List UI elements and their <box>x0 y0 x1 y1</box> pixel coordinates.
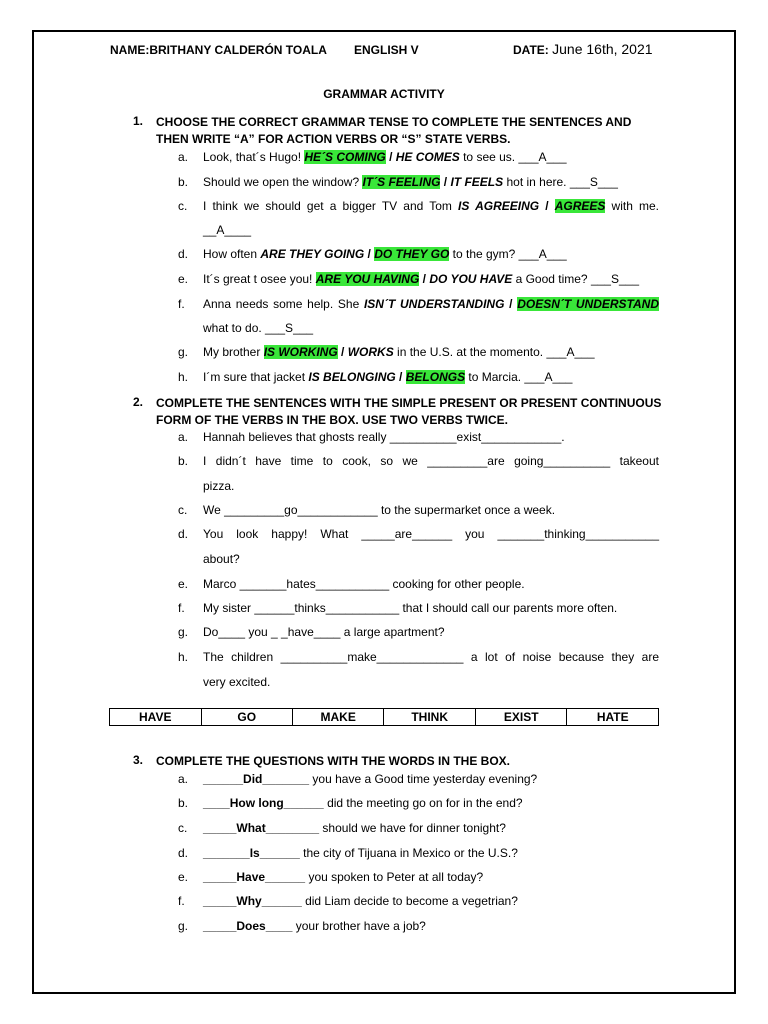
question-text: you spoken to Peter at all today? <box>305 870 484 884</box>
sentence-line: The children __________make_____________ a lot of noise because they are <box>203 650 659 664</box>
section1-number: 1. <box>133 114 144 128</box>
sentence-text: It´s great t osee you! <box>203 272 316 286</box>
sentence-continuation: what to do. ___S___ <box>203 321 314 335</box>
option-separator: / <box>419 272 430 286</box>
sentence-text: Should we open the window? <box>203 175 363 189</box>
sentence-text: with me. <box>605 199 660 213</box>
date-line <box>513 41 653 57</box>
option-separator: / <box>364 247 375 261</box>
section3-number: 3. <box>133 753 144 767</box>
section2-number: 2. <box>133 395 144 409</box>
option-one: IT´S FEELING <box>362 175 441 189</box>
verb-cell: HATE <box>567 709 659 726</box>
sentence-line <box>203 150 567 164</box>
sentence-line <box>203 175 618 189</box>
item-letter: h. <box>178 370 189 384</box>
option-one: ARE THEY GOING <box>260 247 365 261</box>
option-one: IS BELONGING <box>308 370 396 384</box>
answer-blank: _____Why______ <box>203 894 302 908</box>
sentence-text: to see us. ___A___ <box>459 150 567 164</box>
option-one: HE´S COMING <box>304 150 386 164</box>
answer-blank: _______Is______ <box>203 846 300 860</box>
item-letter: e. <box>178 870 189 884</box>
question-text: did Liam decide to become a vegetrian? <box>301 894 518 908</box>
item-letter: a. <box>178 150 189 164</box>
verb-cell: THINK <box>384 709 476 726</box>
page-title: GRAMMAR ACTIVITY <box>323 87 445 101</box>
option-two: DO YOU HAVE <box>429 272 513 286</box>
sentence-text: to Marcia. ___A___ <box>465 370 573 384</box>
question-text: should we have for dinner tonight? <box>319 821 506 835</box>
item-letter: d. <box>178 846 189 860</box>
option-separator: / <box>395 370 406 384</box>
item-letter: b. <box>178 796 189 810</box>
item-letter: d. <box>178 247 189 261</box>
answer-blank: ______Did_______ <box>203 772 310 786</box>
verb-cell: MAKE <box>292 709 384 726</box>
item-letter: c. <box>178 503 188 517</box>
question-line <box>203 772 537 786</box>
sentence-text: My brother <box>203 345 264 359</box>
item-letter: g. <box>178 625 189 639</box>
question-text: the city of Tijuana in Mexico or the U.S.? <box>299 846 518 860</box>
question-text: you have a Good time yesterday evening? <box>309 772 538 786</box>
sentence-line: We _________go____________ to the supermarket once a week. <box>203 503 556 517</box>
option-separator: / <box>385 150 396 164</box>
option-two: IT FEELS <box>450 175 504 189</box>
item-letter: e. <box>178 272 189 286</box>
option-separator: / <box>440 175 451 189</box>
item-letter: b. <box>178 454 189 468</box>
sentence-line: My sister ______thinks___________ that I should call our parents more often. <box>203 601 618 615</box>
option-two: WORKS <box>347 345 394 359</box>
item-letter: c. <box>178 821 188 835</box>
option-one: ISN´T UNDERSTANDING <box>363 297 505 311</box>
answer-blank: _____Does____ <box>203 919 293 933</box>
question-line <box>203 919 426 933</box>
item-letter: e. <box>178 577 189 591</box>
question-line <box>203 821 506 835</box>
item-letter: c. <box>178 199 188 213</box>
sentence-text: I think we should get a bigger TV and Tom <box>203 199 459 213</box>
sentence-text: How often <box>203 247 261 261</box>
question-text: your brother have a job? <box>292 919 426 933</box>
item-letter: f. <box>178 297 185 311</box>
section3-instruction: COMPLETE THE QUESTIONS WITH THE WORDS IN THE BOX. <box>156 754 511 768</box>
section1-instruction: CHOOSE THE CORRECT GRAMMAR TENSE TO COMPLETE THE SENTENCES AND THEN WRITE “A” FOR ACTION VERBS OR “S” STATE VERBS. <box>156 115 632 146</box>
option-one: ARE YOU HAVING <box>315 272 420 286</box>
sentence-text: hot in here. ___S___ <box>503 175 618 189</box>
option-two: BELONGS <box>405 370 466 384</box>
section2-instruction: COMPLETE THE SENTENCES WITH THE SIMPLE PRESENT OR PRESENT CONTINUOUS FORM OF THE VERBS IN THE BOX. USE TWO VERBS TWICE. <box>156 396 662 427</box>
item-letter: f. <box>178 601 185 615</box>
question-line <box>203 796 523 810</box>
student-name: NAME:BRITHANY CALDERÓN TOALA <box>110 43 327 57</box>
sentence-continuation: about? <box>203 552 240 566</box>
sentence-text: a Good time? ___S___ <box>512 272 639 286</box>
item-letter: h. <box>178 650 189 664</box>
sentence-line: Hannah believes that ghosts really __________exist____________. <box>203 430 565 444</box>
answer-blank: ____How long______ <box>203 796 324 810</box>
item-letter: b. <box>178 175 189 189</box>
option-two: DO THEY GO <box>374 247 450 261</box>
sentence-line: Do____ you _ _have____ a large apartment? <box>203 625 445 639</box>
date-value: June 16th, 2021 <box>552 41 653 57</box>
option-two: HE COMES <box>395 150 460 164</box>
sentence-continuation: very excited. <box>203 675 271 689</box>
verb-cell: HAVE <box>110 709 202 726</box>
verb-cell: GO <box>201 709 292 726</box>
sentence-line <box>203 297 659 311</box>
item-letter: f. <box>178 894 185 908</box>
sentence-text: Anna needs some help. She <box>203 297 364 311</box>
item-letter: a. <box>178 772 189 786</box>
question-line <box>203 846 518 860</box>
sentence-line: I didn´t have time to cook, so we _________are going__________ takeout <box>203 454 659 468</box>
option-one: IS WORKING <box>263 345 338 359</box>
answer-blank: _____Have______ <box>203 870 306 884</box>
sentence-continuation: __A____ <box>203 223 252 237</box>
item-letter: g. <box>178 345 189 359</box>
sentence-line <box>203 247 567 261</box>
sentence-text: Look, that´s Hugo! <box>203 150 305 164</box>
option-separator: / <box>504 297 518 311</box>
question-line <box>203 870 483 884</box>
sentence-line: Marco _______hates___________ cooking for other people. <box>203 577 525 591</box>
item-letter: g. <box>178 919 189 933</box>
item-letter: d. <box>178 527 189 541</box>
option-two: DOESN´T UNDERSTAND <box>517 297 659 311</box>
sentence-continuation: pizza. <box>203 479 235 493</box>
sentence-line <box>203 370 572 384</box>
date-label: DATE: <box>513 43 549 57</box>
sentence-line: You look happy! What _____are______ you _______thinking___________ <box>203 527 659 541</box>
option-separator: / <box>337 345 348 359</box>
item-letter: a. <box>178 430 189 444</box>
verb-cell: EXIST <box>475 709 567 726</box>
option-two: AGREES <box>554 199 606 213</box>
question-text: did the meeting go on for in the end? <box>323 796 523 810</box>
option-separator: / <box>539 199 555 213</box>
sentence-line <box>203 345 595 359</box>
course-name: ENGLISH V <box>354 43 419 57</box>
option-one: IS AGREEING <box>458 199 540 213</box>
answer-blank: _____What________ <box>203 821 320 835</box>
sentence-line <box>203 272 639 286</box>
sentence-text: I´m sure that jacket <box>203 370 309 384</box>
question-line <box>203 894 518 908</box>
sentence-text: to the gym? ___A___ <box>449 247 567 261</box>
sentence-text: in the U.S. at the momento. ___A___ <box>393 345 595 359</box>
sentence-line <box>203 199 659 213</box>
verb-box <box>109 708 659 726</box>
